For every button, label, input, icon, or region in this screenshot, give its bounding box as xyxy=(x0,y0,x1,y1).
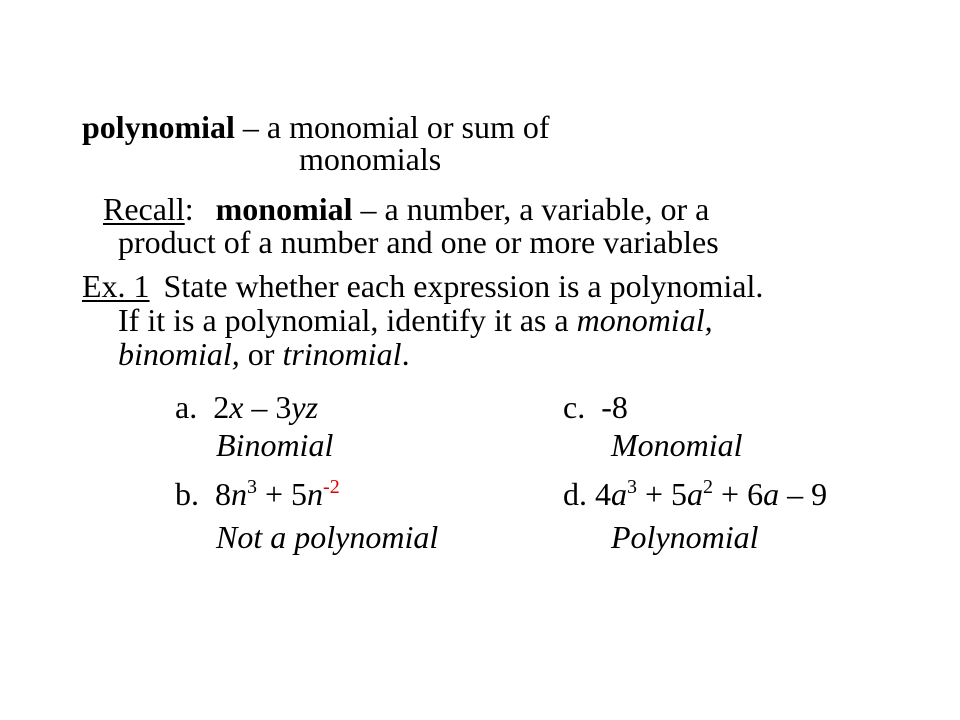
item-a-label: a. xyxy=(175,389,198,425)
item-d-expression: d. $4a^3 + 5a^2 + 6a - 9$ xyxy=(563,476,828,512)
example-line-3 xyxy=(118,338,410,370)
example-line-2 xyxy=(118,304,713,336)
item-c-label: c. xyxy=(563,389,586,425)
item-b-label: b. xyxy=(175,476,199,512)
example-word-trinomial: trinomial xyxy=(282,336,402,372)
example-word-binomial: binomial, xyxy=(118,336,240,372)
item-b-answer: Not a polynomial xyxy=(216,519,439,555)
definition-term: polynomial xyxy=(82,109,235,145)
item-a-expression: a. 2x – 3yz xyxy=(175,389,319,425)
recall-label: Recall xyxy=(103,191,185,227)
item-c-expression xyxy=(563,391,628,423)
example-word-or: or xyxy=(239,336,283,372)
example-text-2-italic: monomial, xyxy=(576,302,713,338)
definition-line-2 xyxy=(299,143,441,175)
example-line-1 xyxy=(82,270,763,302)
item-c-expr: -8 xyxy=(601,389,628,425)
example-label: Ex. 1 xyxy=(82,268,150,304)
recall-text-2: product of a number and one or more variables xyxy=(118,224,719,260)
example-period: . xyxy=(401,336,410,372)
definition-text-1: – a monomial or sum of xyxy=(234,109,550,145)
item-d-answer: Polynomial xyxy=(611,519,759,555)
definition-line-1 xyxy=(82,111,550,143)
recall-line-2 xyxy=(118,226,719,258)
item-b-exponent: -2 xyxy=(323,476,340,498)
recall-text-1: – a number, a variable, or a xyxy=(352,191,710,227)
recall-line-1 xyxy=(103,193,709,225)
recall-colon: : xyxy=(184,191,194,227)
item-a-answer: Binomial xyxy=(216,427,334,463)
item-b-expression: b. $8n^3 + 5n^{-2}$ xyxy=(175,476,340,512)
item-d-label: d. xyxy=(563,476,587,512)
definition-text-2: monomials xyxy=(299,141,442,177)
example-text-1: State whether each expression is a polynomial. xyxy=(163,268,764,304)
item-c-answer: Monomial xyxy=(611,427,743,463)
recall-term: monomial xyxy=(215,191,353,227)
example-text-2: If it is a polynomial, identify it as a xyxy=(118,302,577,338)
